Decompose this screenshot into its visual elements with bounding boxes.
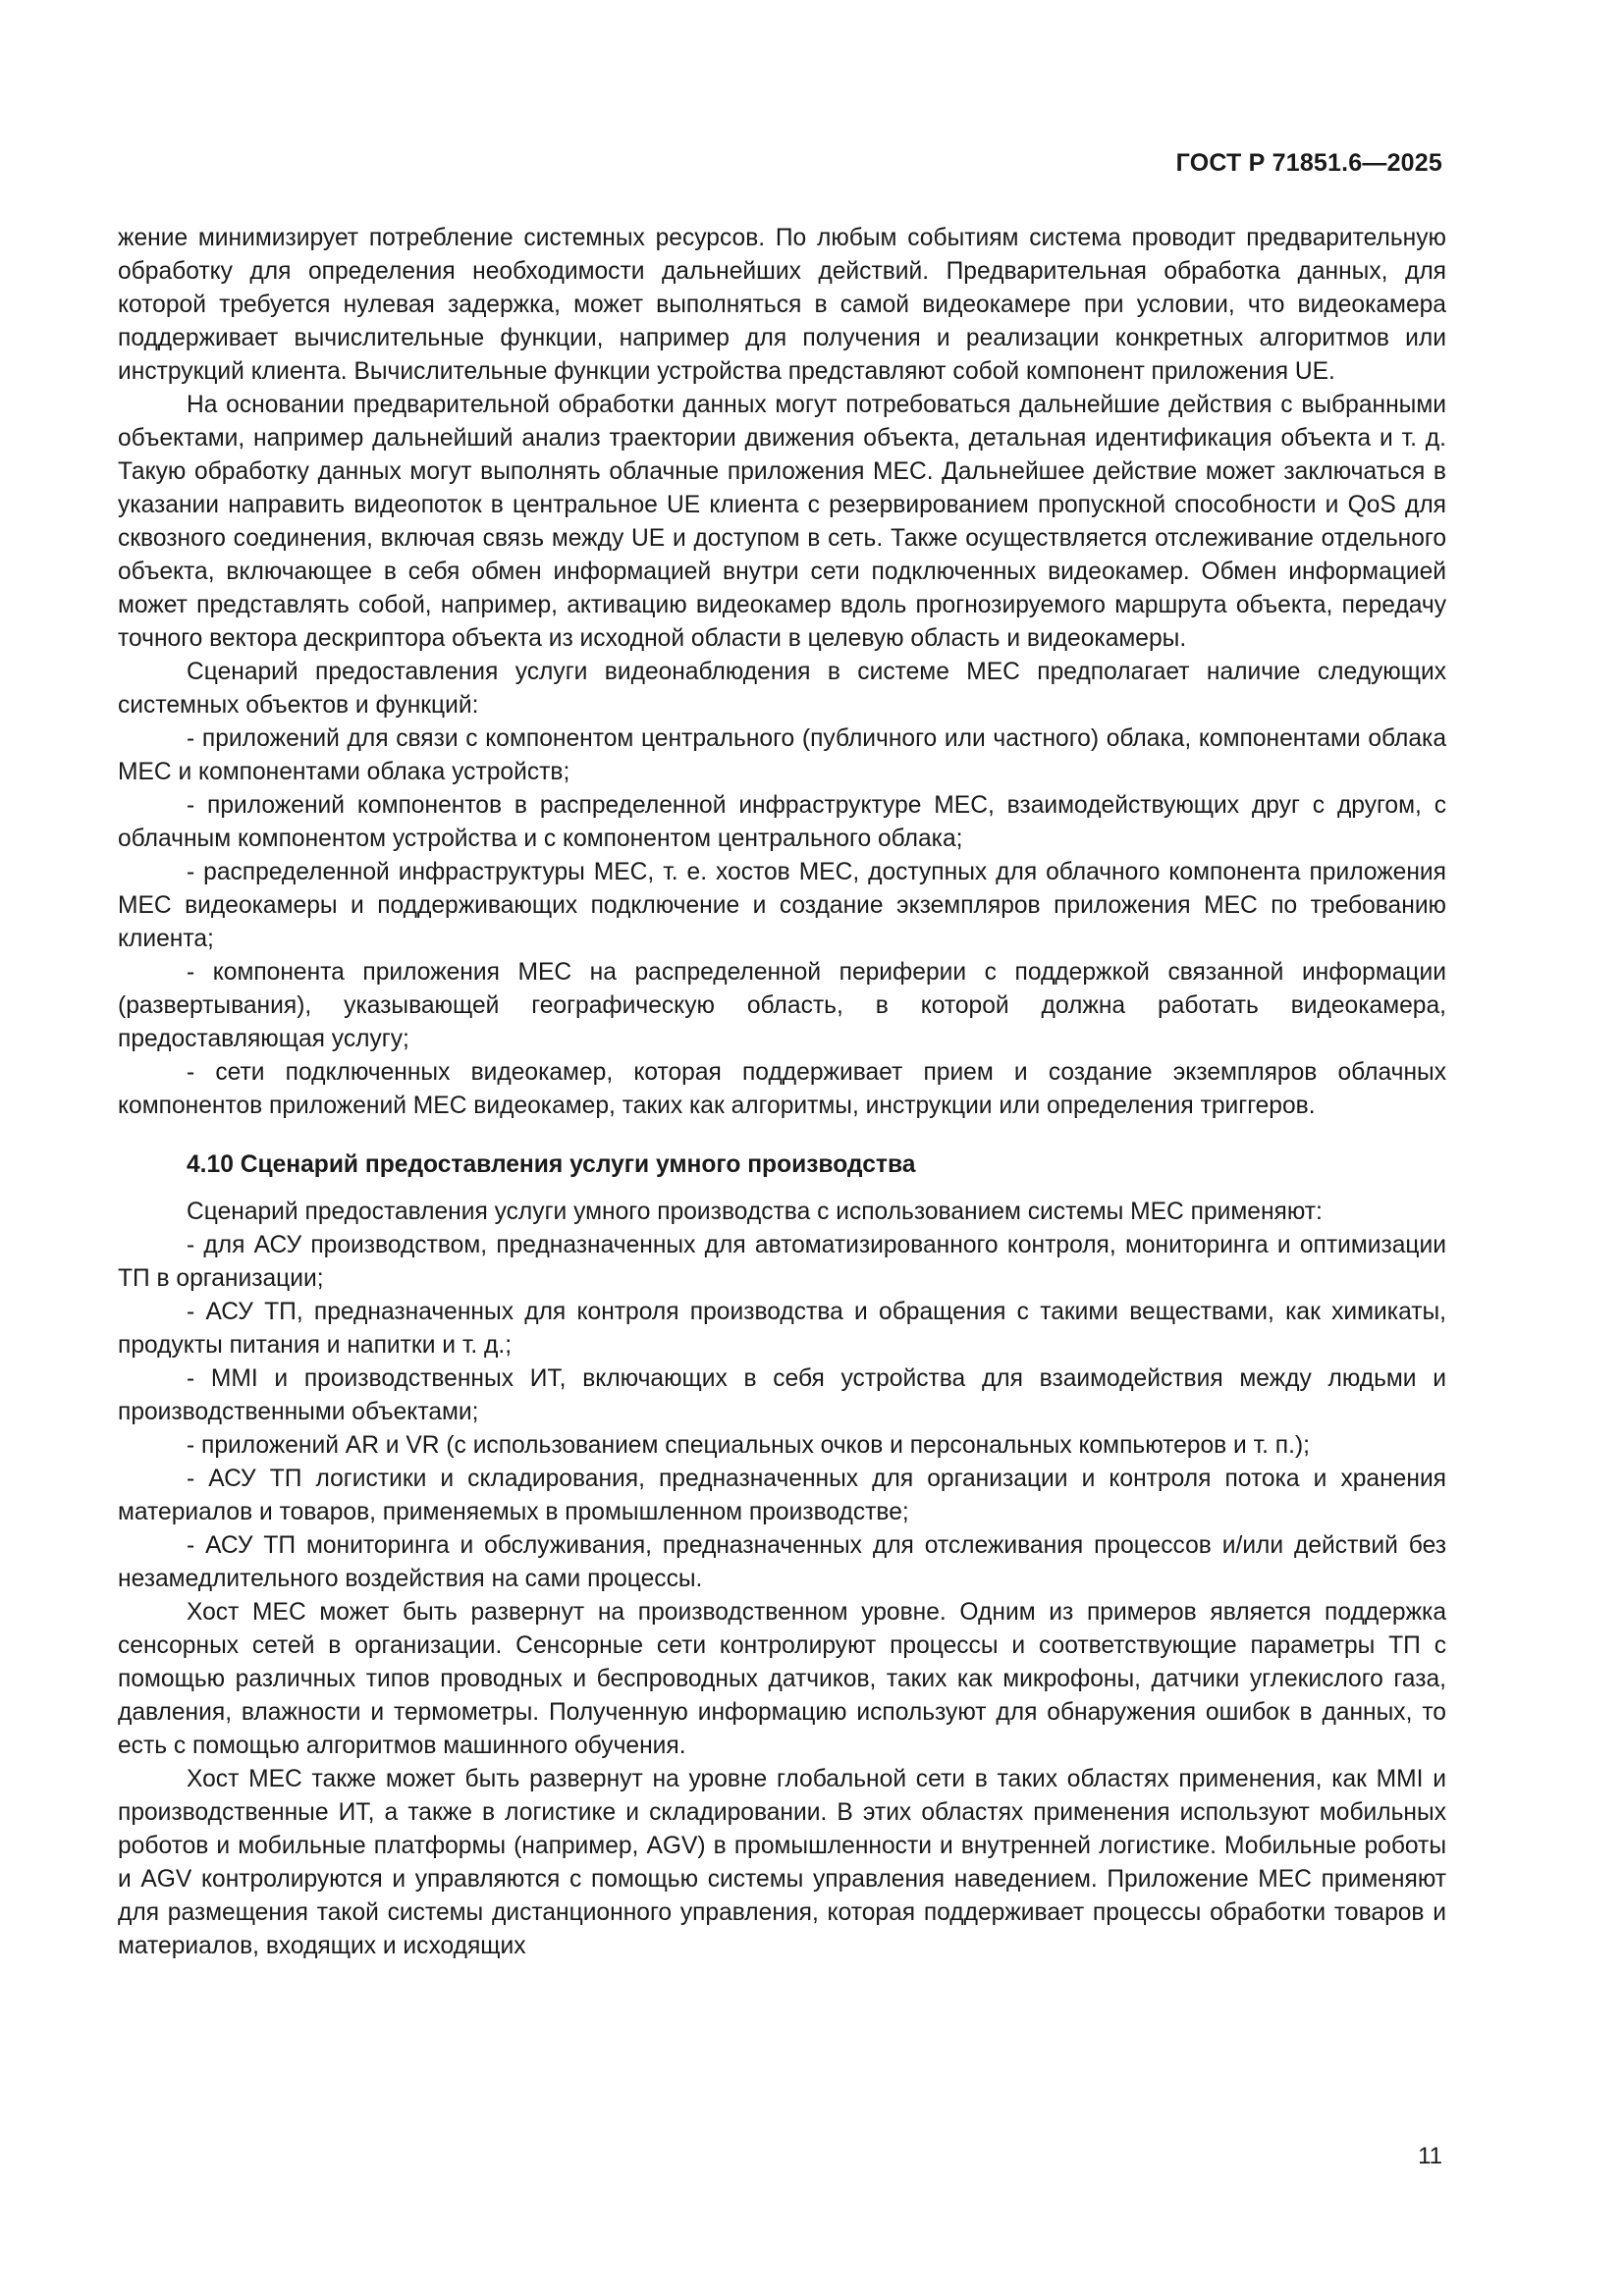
paragraph-continuation: жение минимизирует потребление системных ресурсов. По любым событиям система проводит предварительную обработку для определения необходимости дальнейших действий. Предварительная обработка данных, для которой требуется нулевая задержка, может выполняться в самой видеокамере при условии, что видеокамера поддерживает вычислительные функции, например для получения и реализации конкретных алгоритмов или инструкций клиента. Вычислительные функции устройства представляют собой компонент приложения UE.	[118, 225, 1446, 385]
list-item: - приложений AR и VR (с использованием специальных очков и персональных компьютеров и т. п.);	[187, 1432, 1310, 1459]
paragraph: Хост MEC может быть развернут на производственном уровне. Одним из примеров является поддержка сенсорных сетей в организации. Сенсорные сети контролируют процессы и соответствующие параметры ТП с помощью различных типов проводных и беспроводных датчиков, таких как микрофоны, датчики углекислого газа, давления, влажности и термометры. Полученную информацию используют для обнаружения ошибок в данных, то есть с помощью алгоритмов машинного обучения.	[118, 1599, 1446, 1759]
list-item: - MMI и производственных ИТ, включающих в себя устройства для взаимодействия между людьми и производственными объектами;	[118, 1365, 1446, 1425]
list-item: - распределенной инфраструктуры MEC, т. е. хостов MEC, доступных для облачного компонента приложения MEC видеокамеры и поддерживающих подключение и создание экземпляров приложения MEC по требованию клиента;	[118, 859, 1446, 952]
list-item: - приложений для связи с компонентом центрального (публичного или частного) облака, компонентами облака MEC и компонентами облака устройств;	[118, 725, 1446, 785]
standard-code: ГОСТ Р 71851.6—2025	[1175, 149, 1442, 177]
list-item: - для АСУ производством, предназначенных для автоматизированного контроля, мониторинга и оптимизации ТП в организации;	[118, 1232, 1446, 1292]
paragraph: Сценарий предоставления услуги умного производства с использованием системы MEC применяют:	[187, 1199, 1323, 1225]
paragraph: Сценарий предоставления услуги видеонаблюдения в системе MEC предполагает наличие следующих системных объектов и функций:	[118, 659, 1446, 719]
list-item: - АСУ ТП, предназначенных для контроля производства и обращения с такими веществами, как химикаты, продукты питания и напитки и т. д.;	[118, 1299, 1446, 1359]
paragraph: Хост MEC также может быть развернут на уровне глобальной сети в таких областях применения, как MMI и производственные ИТ, а также в логистике и складировании. В этих областях применения используют мобильных роботов и мобильные платформы (например, AGV) в промышленности и внутренней логистике. Мобильные роботы и AGV контролируются и управляются с помощью системы управления наведением. Приложение MEC применяют для размещения такой системы дистанционного управления, которая поддерживает процессы обработки товаров и материалов, входящих и исходящих	[118, 1766, 1446, 1959]
list-item: - сети подключенных видеокамер, которая поддерживает прием и создание экземпляров облачных компонентов приложений MEC видеокамер, таких как алгоритмы, инструкции или определения триггеров.	[118, 1059, 1446, 1119]
list-item: - АСУ ТП мониторинга и обслуживания, предназначенных для отслеживания процессов и/или действий без незамедлительного воздействия на сами процессы.	[118, 1532, 1446, 1592]
document-body	[118, 222, 1446, 1963]
list-item: - приложений компонентов в распределенной инфраструктуре MEC, взаимодействующих друг с другом, с облачным компонентом устройства и с компонентом центрального облака;	[118, 792, 1446, 852]
page-number: 11	[1418, 2143, 1442, 2169]
section-heading: 4.10 Сценарий предоставления услуги умного производства	[187, 1151, 916, 1178]
list-item: - компонента приложения MEC на распределенной периферии с поддержкой связанной информации (развертывания), указывающей географическую область, в которой должна работать видеокамера, предоставляющая услугу;	[118, 959, 1446, 1052]
paragraph: На основании предварительной обработки данных могут потребоваться дальнейшие действия с выбранными объектами, например дальнейший анализ траектории движения объекта, детальная идентификация объекта и т. д. Такую обработку данных могут выполнять облачные приложения MEC. Дальнейшее действие может заключаться в указании направить видеопоток в центральное UE клиента с резервированием пропускной способности и QoS для сквозного соединения, включая связь между UE и доступом в сеть. Также осуществляется отслеживание отдельного объекта, включающее в себя обмен информацией внутри сети подключенных видеокамер. Обмен информацией может представлять собой, например, активацию видеокамер вдоль прогнозируемого маршрута объекта, передачу точного вектора дескриптора объекта из исходной области в целевую область и видеокамеры.	[118, 392, 1446, 652]
list-item: - АСУ ТП логистики и складирования, предназначенных для организации и контроля потока и хранения материалов и товаров, применяемых в промышленном производстве;	[118, 1466, 1446, 1525]
